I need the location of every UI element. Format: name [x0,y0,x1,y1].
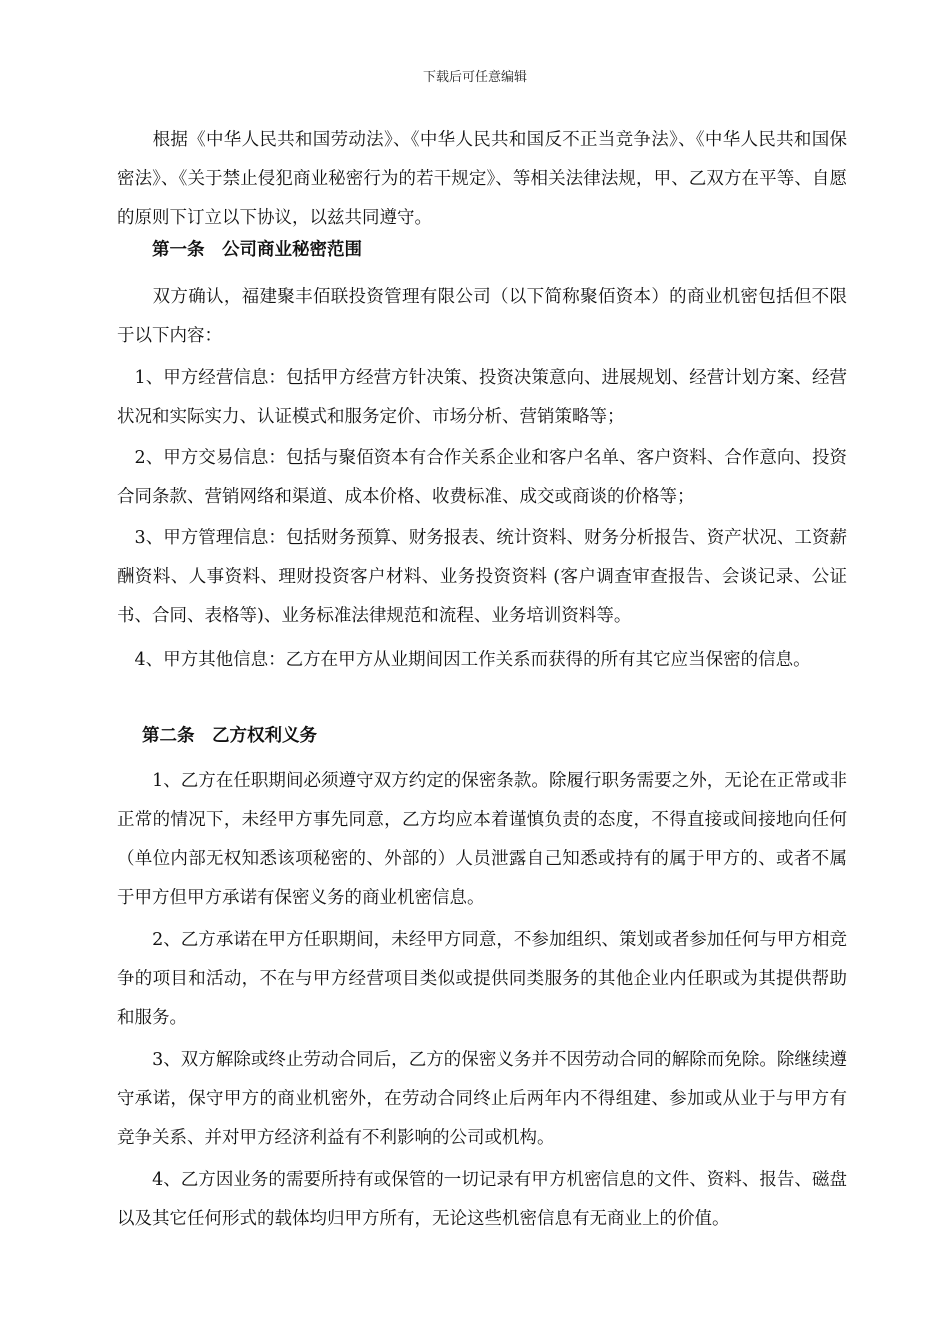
article-1-item-1: 1、甲方经营信息：包括甲方经营方针决策、投资决策意向、进展规划、经营计划方案、经营状况和实际实力、认证模式和服务定价、市场分析、营销策略等； [117,368,847,427]
intro-paragraph: 根据《中华人民共和国劳动法》、《中华人民共和国反不正当竞争法》、《中华人民共和国保密法》、《关于禁止侵犯商业秘密行为的若干规定》、等相关法律法规，甲、乙双方在平等、自愿的原则下订立以下协议，以兹共同遵守。 [117,130,847,228]
article-1-item-3: 3、甲方管理信息：包括财务预算、财务报表、统计资料、财务分析报告、资产状况、工资薪酬资料、人事资料、理财投资客户材料、业务投资资料 (客户调查审查报告、会谈记录、公证书、合同、表格等)、业务标准法律规范和流程、业务培训资料等。 [117,528,847,626]
article-1-item-4: 4、甲方其他信息：乙方在甲方从业期间因工作关系而获得的所有其它应当保密的信息。 [117,650,811,670]
article-2-item-2: 2、乙方承诺在甲方任职期间，未经甲方同意，不参加组织、策划或者参加任何与甲方相竞争的项目和活动，不在与甲方经营项目类似或提供同类服务的其他企业内任职或为其提供帮助和服务。 [117,930,847,1028]
article-1-title: 第一条 公司商业秘密范围 [152,240,362,260]
header-note: 下载后可任意编辑 [422,70,527,85]
article-1-item-2: 2、甲方交易信息：包括与聚佰资本有合作关系企业和客户名单、客户资料、合作意向、投资合同条款、营销网络和渠道、成本价格、收费标准、成交或商谈的价格等； [117,448,847,507]
article-2-item-1: 1、乙方在任职期间必须遵守双方约定的保密条款。除履行职务需要之外，无论在正常或非正常的情况下，未经甲方事先同意，乙方均应本着谨慎负责的态度，不得直接或间接地向任何（单位内部无权知悉该项秘密的、外部的）人员泄露自己知悉或持有的属于甲方的、或者不属于甲方但甲方承诺有保密义务的商业机密信息。 [117,771,847,908]
article-2-title: 第二条 乙方权利义务 [142,726,317,746]
article-1-lead: 双方确认，福建聚丰佰联投资管理有限公司（以下简称聚佰资本）的商业机密包括但不限于以下内容： [117,287,847,346]
article-2-item-3: 3、双方解除或终止劳动合同后，乙方的保密义务并不因劳动合同的解除而免除。除继续遵守承诺，保守甲方的商业机密外，在劳动合同终止后两年内不得组建、参加或从业于与甲方有竞争关系、并对甲方经济利益有不利影响的公司或机构。 [117,1050,847,1148]
article-2-item-4: 4、乙方因业务的需要所持有或保管的一切记录有甲方机密信息的文件、资料、报告、磁盘以及其它任何形式的载体均归甲方所有，无论这些机密信息有无商业上的价值。 [117,1170,847,1229]
